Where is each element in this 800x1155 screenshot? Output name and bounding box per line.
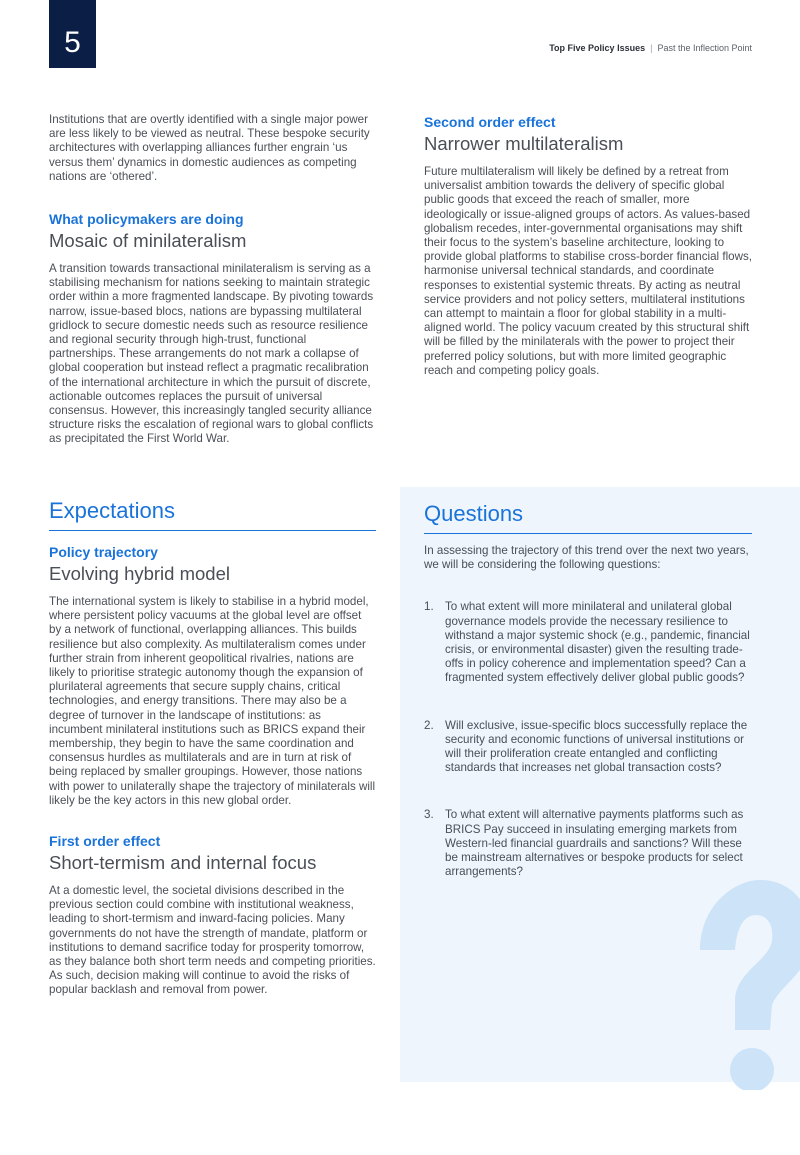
policymakers-subhead: Mosaic of minilateralism: [49, 230, 247, 251]
questions-intro: In assessing the trajectory of this trend over the next two years, we will be considering the following questions:: [424, 544, 749, 572]
question-number: 1.: [424, 600, 434, 614]
questions-block: [424, 500, 752, 879]
doc-subtitle: Past the Inflection Point: [657, 43, 752, 53]
policymakers-paragraph: A transition towards transactional minilateralism is serving as a stabilising mechanism for nations seeking to maintain strategic order within a more fragmented landscape. By pivoting towards narrow, issue-based blocs, nations are bypassing multilateral gridlock to secure domestic needs such as resource resilience and regional security through high-trust, functional partnerships. These arrangements do not mark a collapse of global cooperation but instead reflect a pragmatic recalibration of the international architecture in which the pursuit of discrete, actionable outcomes replaces the pursuit of universal consensus. However, this increasingly tangled security alliance structure risks the escalation of regional wars to global conflicts as precipitated the First World War.: [49, 262, 374, 446]
question-item: [424, 600, 752, 685]
second-order-kicker: Second order effect: [424, 114, 556, 130]
question-item: [424, 808, 752, 879]
question-number: 3.: [424, 808, 434, 822]
question-item: [424, 719, 752, 776]
intro-block: [49, 113, 376, 184]
first-order-kicker: First order effect: [49, 833, 161, 850]
first-order-paragraph: At a domestic level, the societal divisions described in the previous section could combine with institutional weakness, leading to short-termism and inward-facing policies. Many governments do not have the strength of mandate, platform or institutions to demand sacrifice today for prosperity tomorrow, as they balance both short term needs and competing priorities. As such, decision making will continue to avoid the risks of popular backlash and removal from power.: [49, 884, 376, 997]
first-order-subhead: Short-termism and internal focus: [49, 852, 317, 874]
page-number: 5: [64, 26, 81, 59]
policymakers-block: [49, 210, 376, 447]
questions-rule: [424, 533, 752, 534]
expectations-title: Expectations: [49, 498, 175, 523]
trajectory-paragraph: The international system is likely to stabilise in a hybrid model, where persistent policy vacuums at the global level are offset by a network of functional, overlapping alliances. This builds resilience but also complexity. As multilateralism comes under further strain from inherent geopolitical rivalries, nations are likely to prioritise strategic autonomy though the expansion of plurilateral agreements that secure supply chains, critical technologies, and energy transitions. There may also be a degree of turnover in the landscape of institutions: as incumbent minilateral institutions such as BRICS expand their membership, they begin to have the same coordination and consensus hurdles as multilaterals and are in turn at risk of being replaced by smaller groupings. However, those nations with power to unilaterally shape the trajectory of minilaterals will likely be the key actors in this new global order.: [49, 595, 376, 807]
question-text: To what extent will more minilateral and unilateral global governance models provide the necessary resilience to withstand a major systemic shock (e.g., pandemic, financial crisis, or environmental disaster) given the resulting trade-offs in policy coherence and implementation speed? Can a fragmented system effectively deliver global public goods?: [445, 600, 750, 685]
policymakers-kicker: What policymakers are doing: [49, 211, 244, 227]
question-text: Will exclusive, issue-specific blocs successfully replace the security and economic functions of universal institutions or will their proliferation create entangled and conflicting standards that increases net global transaction costs?: [445, 718, 748, 775]
second-order-subhead: Narrower multilateralism: [424, 133, 624, 154]
second-order-paragraph: Future multilateralism will likely be defined by a retreat from universalist ambition towards the delivery of specific global public goods that exceed the reach of smaller, more ideologically or issue-aligned groups of actors. As values-based globalism recedes, inter-governmental organisations may shift their focus to the system’s baseline architecture, looking to provide global platforms to stabilise cross-border financial flows, harmonise universal technical standards, and coordinate responses to existential systemic threats. By acting as neutral service providers and not policy setters, multilateral institutions can attempt to maintain a floor for global stability in a multi-aligned world. The policy vacuum created by this structural shift will be filled by the minilaterals with the power to project their preferred policy solutions, but with more limited geographic reach and competing policy goals.: [424, 165, 752, 377]
question-text: To what extent will alternative payments platforms such as BRICS Pay succeed in insulating emerging markets from Western-led financial guardrails and sanctions? Will these be mainstream alternatives or bespoke products for select arrangements?: [445, 808, 744, 879]
doc-title: Top Five Policy Issues: [549, 43, 646, 53]
questions-title: Questions: [424, 501, 524, 526]
page-number-tab: [49, 0, 96, 68]
question-number: 2.: [424, 718, 434, 732]
intro-paragraph: Institutions that are overtly identified with a single major power are less likely to be viewed as neutral. These bespoke security architectures with overlapping alliances further engrain ‘us versus them’ dynamics in domestic audiences as competing nations are ‘othered’.: [49, 113, 370, 183]
running-header: [549, 43, 752, 53]
trajectory-subhead: Evolving hybrid model: [49, 563, 230, 584]
trajectory-kicker: Policy trajectory: [49, 544, 158, 560]
header-separator: |: [650, 43, 653, 53]
expectations-block: [49, 497, 376, 998]
questions-list: [424, 600, 752, 879]
second-order-block: [424, 113, 752, 378]
